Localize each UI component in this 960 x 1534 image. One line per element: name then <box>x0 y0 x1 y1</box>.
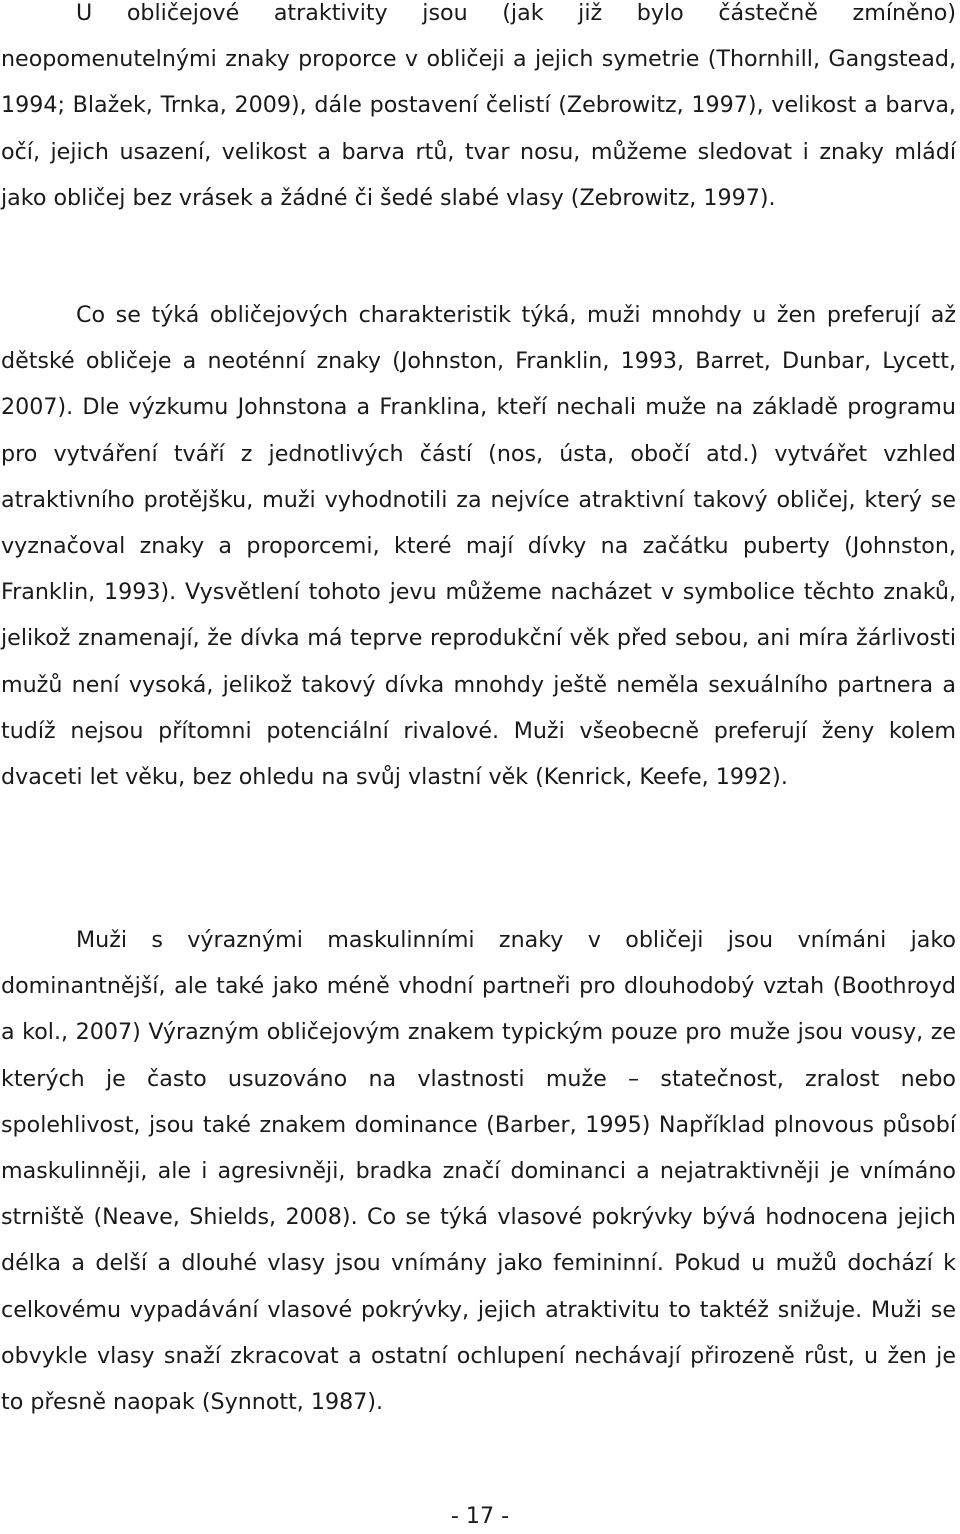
paragraph-male-preferences: Co se týká obličejových charakteristik týká, muži mnohdy u žen preferují až dětské obličeje a neoténní znaky (Johnston, Franklin, 1993, Barret, Dunbar, Lycett, 2007). Dle výzkumu Johnstona a Franklina, kteří nechali muže na základě programu pro vytváření tváří z jednotlivých částí (nos, ústa, obočí atd.) vytvářet vzhled atraktivního protějšku, muži vyhodnotili za nejvíce atraktivní takový obličej, který se vyznačoval znaky a proporcemi, které mají dívky na začátku puberty (Johnston, Franklin, 1993). Vysvětlení tohoto jevu můžeme nacházet v symbolice těchto znaků, jelikož znamenají, že dívka má teprve reprodukční věk před sebou, ani míra žárlivosti mužů není vysoká, jelikož takový dívka mnohdy ještě neměla sexuálního partnera a tudíž nejsou přítomni potenciální rivalové. Muži všeobecně preferují ženy kolem dvaceti let věku, bez ohledu na svůj vlastní věk (Kenrick, Keefe, 1992). <box>1 302 956 791</box>
paragraph-facial-attractiveness: U obličejové atraktivity jsou (jak již bylo částečně zmíněno) neopomenutelnými znaky proporce v obličeji a jejich symetrie (Thornhill, Gangstead, 1994; Blažek, Trnka, 2009), dále postavení čelistí (Zebrowitz, 1997), velikost a barva, očí, jejich usazení, velikost a barva rtů, tvar nosu, můžeme sledovat i znaky mládí jako obličej bez vrásek a žádné či šedé slabé vlasy (Zebrowitz, 1997). <box>1 0 956 211</box>
paragraph-masculine-traits: Muži s výraznými maskulinními znaky v obličeji jsou vnímáni jako dominantnější, ale také jako méně vhodní partneři pro dlouhodobý vztah (Boothroyd a kol., 2007) Výrazným obličejovým znakem typickým pouze pro muže jsou vousy, ze kterých je často usuzováno na vlastnosti muže – statečnost, zralost nebo spolehlivost, jsou také znakem dominance (Barber, 1995) Například plnovous působí maskulinněji, ale i agresivněji, bradka značí dominanci a nejatraktivněji je vnímáno strniště (Neave, Shields, 2008). Co se týká vlasové pokrývky bývá hodnocena jejich délka a delší a dlouhé vlasy jsou vnímány jako femininní. Pokud u mužů dochází k celkovému vypadávání vlasové pokrývky, jejich atraktivitu to taktéž snižuje. Muži se obvykle vlasy snaží zkracovat a ostatní ochlupení nechávají přirozeně růst, u žen je to přesně naopak (Synnott, 1987). <box>1 927 956 1416</box>
page-number: - 17 - <box>450 1503 510 1529</box>
